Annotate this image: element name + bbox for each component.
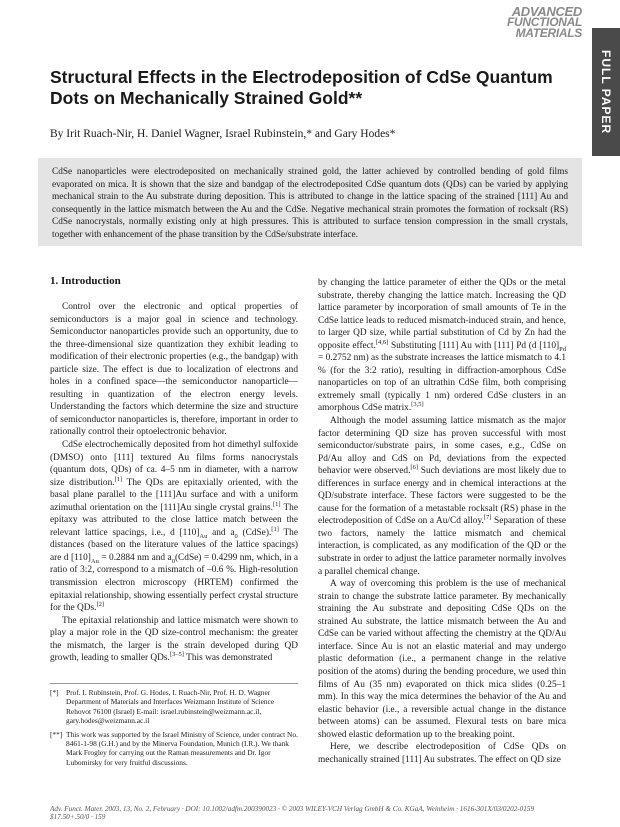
side-tab-label: FULL PAPER [599, 49, 613, 135]
page-footer: Adv. Funct. Mater. 2003, 13, No. 2, February · DOI: 10.1002/adfm.200390023 · © 2003 WILEY-VCH Verlag GmbH & Co. KGaA, Weinheim · 1616-301X/03/0202-0159 $17.50+.50/0 · 159 [50, 805, 535, 821]
paragraph: Control over the electronic and optical properties of semiconductors is a major goal in science and technology. Semiconductor nanoparticles provide such an opportunity, due to the three-dimensional size quantization they exhibit leading to modification of their electronic properties (e.g., the bandgap) with particle size. The effect is due to localization of electrons and holes in a confined space—the semiconductor nanoparticle—resulting in quantization of the electron energy levels. Understanding the factors which determine the size and structure of semiconductor nanoparticles is, therefore, important in order to rationally control their optoelectronic behavior. [50, 302, 298, 438]
paragraph: Here, we describe electrodeposition of CdSe QDs on mechanically strained [111] Au substrates. The effect on QD size [318, 742, 566, 765]
footnote-acknowledgement [50, 730, 298, 768]
footnote-text: Prof. I. Rubinstein, Prof. G. Hodes, I. Ruach-Nir, Prof. H. D. Wagner Department of Materials and Interfaces Weizmann Institute of Science Rehovot 76100 (Israel) E-mail: israel.rubinstein@weizmann.ac.il, gary.hodes@weizmann.ac.il [66, 688, 275, 726]
paragraph: by changing the lattice parameter of either the QDs or the metal substrate, thereby changing the lattice match. Increasing the QD lattice parameter by incorporation of small amounts of Te in the CdSe lattice leads to reduced mismatch-induced strain, and hence, to larger QD size, while partial substitution of Cd by Zn had the opposite effect.[4,6] Substituting [111] Au with [111] Pd (d $[110]_{Pd} = 0.2752$ nm) as the substrate increases the lattice mismatch to 4.1 % (for the 3:2 ratio), resulting in diffraction-amorphous CdSe nanoparticles on top of an ultrathin CdSe film, both comprising extremely small (typically 1 nm) ordered CdSe clusters in an amorphous CdSe matrix.[3,5] [318, 278, 566, 414]
footnotes [50, 683, 298, 771]
paragraph: CdSe electrochemically deposited from hot dimethyl sulfoxide (DMSO) onto [111] textured Au films forms nanocrystals (quantum dots, QDs) of ca. 4–5 nm in diameter, with a narrow size distribution.[1] The QDs are epitaxially oriented, with the basal plane parallel to the [111]Au surface and with a uniform azimuthal orientation on the [111]Au single crystal grains.[1] The epitaxy was attributed to the close lattice match between the relevant lattice spacings, i.e., d $[110]_{Au}$ and $a_0$ (CdSe).[1] The distances (based on the literature values of the lattice spacings) are d $[110]_{Au} = 0.2884$ nm and $a_0(CdSe) = 0.4299$ nm, which, in a ratio of 3:2, correspond to a mismatch of –0.6 %. High-resolution transmission electron microscopy (HRTEM) confirmed the epitaxial relationship, showing essentially perfect crystal structure for the QDs.[2] [50, 440, 298, 614]
paragraph: The epitaxial relationship and lattice mismatch were shown to play a major role in the QD size-control mechanism: the greater the mismatch, the larger is the strain developed during QD growth, leading to smaller QDs.[3–5] This was demonstrated [50, 615, 298, 664]
footnote-text: This work was supported by the Israel Ministry of Science, under contract No. 8461-1-98 (G.H.) and by the Minerva Foundation, Munich (I.R.). We thank Mark Frogley for carrying out the Raman measurements and Dr. Igor Lubomirsky for very fruitful discussions. [66, 729, 298, 767]
logo-line-3: MATERIALS [515, 26, 582, 40]
paragraph: A way of overcoming this problem is the use of mechanical strain to change the substrate lattice parameter. By mechanically straining the Au substrate and depositing CdSe QDs on the strained Au substrate, the lattice mismatch between the Au and CdSe can be varied without affecting the chemistry at the QD/Au interface. Since Au is not an elastic material and may undergo plastic deformation (i.e., a permanent change in the relative position of the atoms) during the bending procedure, we used thin films of Au (35 nm) evaporated on thick mica slides (0.25–1 mm). In this way the mica determines the behavior of the Au and elastic behavior (i.e., a reversible actual change in the distance between atoms) can be assumed. Flexural tests on bare mica showed elastic deformation up to the breaking point. [318, 579, 566, 740]
logo-line-2: FUNCTIONAL [507, 15, 582, 29]
footnote-affiliation [50, 688, 298, 726]
footnote-mark: [*] [50, 688, 59, 697]
paragraph: Although the model assuming lattice mismatch as the major factor determining QD size has proven successful with most semiconductor/substrate pairs, in some cases, e.g., CdSe on Pd/Au alloy and CdS on Pd, deviations from the expected behavior were observed.[6] Such deviations are most likely due to differences in surface energy and in chemical interactions at the QD/substrate interface. These factors were suggested to be the cause for the formation of a metastable rocksalt (RS) phase in the electrodeposition of CdSe on a Au/Cd alloy.[7] Separation of these two factors, namely the lattice mismatch and chemical interaction, is complicated, as any modification of the QD or the substrate in order to adjust the lattice parameter normally involves a parallel chemical change. [318, 416, 566, 577]
right-column [318, 277, 566, 766]
section-side-tab [592, 28, 620, 156]
left-column [50, 301, 298, 665]
footnote-mark: [**] [50, 729, 63, 739]
logo-line-1: ADVANCED [511, 4, 582, 19]
abstract-box: CdSe nanoparticles were electrodeposited on mechanically strained gold, the latter achieved by controlled bending of gold films evaporated on mica. It is shown that the size and bandgap of the electrodeposited CdSe quantum dots (QDs) can be varied by applying mechanical strain to the Au substrate during deposition. This is attributed to change in the lattice spacing of the strained [111] Au and consequently in the lattice mismatch between the Au and the CdSe. Negative mechanical strain promotes the formation of rocksalt (RS) CdSe nanocrystals, normally existing only at high pressures. This is attributed to surface tension compression in the small crystals, together with enhancement of the phase transition by the CdSe/substrate interface. [38, 158, 582, 246]
section-heading-introduction: 1. Introduction [50, 275, 121, 287]
journal-logo [507, 6, 582, 39]
article-title: Structural Effects in the Electrodeposition of CdSe Quantum Dots on Mechanically Strained Gold** [50, 67, 553, 108]
author-line: By Irit Ruach-Nir, H. Daniel Wagner, Israel Rubinstein,* and Gary Hodes* [50, 128, 396, 140]
